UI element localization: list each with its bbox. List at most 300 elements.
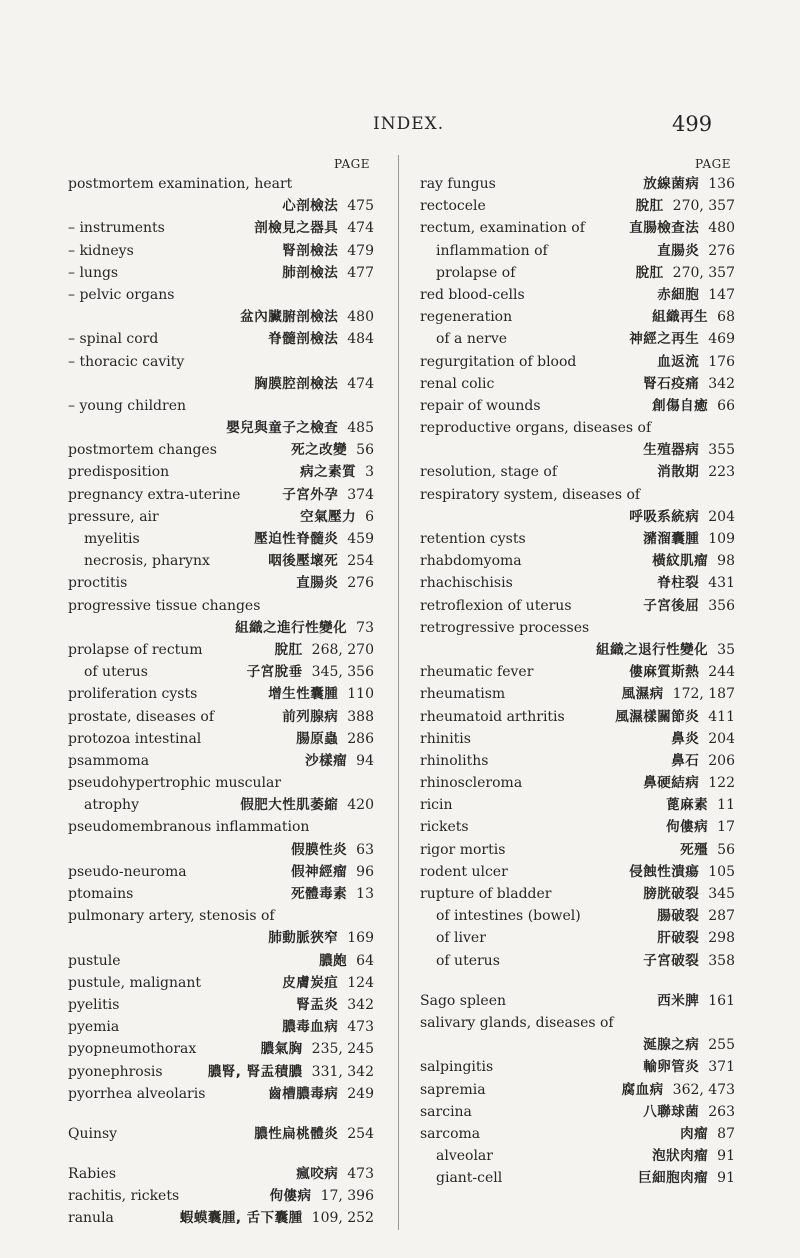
- entry-translation-and-pages: [643, 173, 735, 195]
- entry-page-ref: 484: [347, 331, 374, 348]
- entry-translation-and-pages: [240, 794, 374, 816]
- index-entry: [68, 461, 374, 483]
- entry-japanese-term: 腎石疫痛: [643, 375, 700, 392]
- entry-page-ref: 206: [708, 752, 735, 769]
- entry-translation-and-pages: [615, 706, 735, 728]
- entry-term: sarcina: [420, 1103, 472, 1120]
- entry-page-ref: 17: [717, 819, 735, 836]
- entry-page-ref: 136: [708, 176, 735, 192]
- entry-japanese-term: 瘋咬病: [296, 1166, 339, 1183]
- entry-translation-and-pages: [643, 595, 735, 617]
- entry-page-ref: 298: [708, 930, 735, 947]
- entry-translation-and-pages: [643, 1101, 735, 1123]
- page-number: 499: [672, 112, 713, 136]
- entry-page-ref: 431: [708, 575, 735, 592]
- entry-term: inflammation of: [436, 242, 548, 259]
- entry-translation-and-pages: [268, 1083, 374, 1105]
- entry-translation-and-pages: [680, 839, 735, 861]
- entry-translation-and-pages: [282, 706, 374, 728]
- index-entry: [68, 839, 374, 861]
- entry-japanese-term: 腸原蟲: [296, 730, 339, 747]
- entry-translation-and-pages: [268, 328, 374, 350]
- index-entry: [420, 683, 735, 705]
- entry-japanese-term: 鼻炎: [671, 730, 700, 747]
- entry-page-ref: 105: [708, 863, 735, 880]
- entry-term: proliferation cysts: [68, 686, 198, 703]
- entry-japanese-term: 子宮脫垂: [246, 664, 303, 681]
- entry-japanese-term: 皮膚炭疽: [282, 974, 339, 991]
- entry-page-ref: 3: [365, 464, 374, 481]
- entry-page-ref: 345, 356: [311, 664, 374, 681]
- entry-translation-and-pages: [671, 750, 735, 772]
- entry-translation-and-pages: [300, 506, 374, 528]
- entry-translation-and-pages: [638, 1167, 735, 1189]
- entry-term: respiratory system, diseases of: [420, 486, 641, 503]
- index-entry: [68, 195, 374, 217]
- entry-page-ref: 172, 187: [672, 686, 735, 703]
- entry-translation-and-pages: [282, 240, 374, 262]
- entry-translation-and-pages: [319, 950, 374, 972]
- entry-page-ref: 13: [356, 886, 374, 902]
- index-entry: [420, 1167, 735, 1189]
- index-entry: [420, 240, 735, 262]
- index-entry: [420, 173, 735, 195]
- entry-translation-and-pages: [652, 395, 735, 417]
- entry-page-ref: 473: [347, 1166, 374, 1183]
- index-entry: [68, 728, 374, 750]
- index-entry: [420, 217, 735, 239]
- entry-term: pseudomembranous inflammation: [68, 819, 310, 836]
- header-title: INDEX.: [373, 114, 445, 134]
- entry-term: rodent ulcer: [420, 863, 508, 880]
- entry-term: pseudohypertrophic muscular: [68, 775, 282, 792]
- entry-term: regurgitation of blood: [420, 353, 577, 370]
- entry-term: rhabdomyoma: [420, 553, 522, 570]
- entry-japanese-term: 佝僂病: [269, 1188, 312, 1205]
- entry-translation-and-pages: [636, 195, 735, 217]
- index-entry: [420, 284, 735, 306]
- entry-page-ref: 254: [347, 553, 374, 570]
- entry-term: salivary glands, diseases of: [420, 1014, 614, 1031]
- entry-term: rhinoliths: [420, 752, 489, 769]
- entry-japanese-term: 前列腺病: [282, 708, 339, 725]
- entry-japanese-term: 涎腺之病: [643, 1037, 700, 1054]
- entry-japanese-term: 肝破裂: [657, 930, 700, 947]
- entry-page-ref: 477: [347, 264, 374, 281]
- entry-term: pregnancy extra-uterine: [68, 486, 241, 503]
- entry-term: – spinal cord: [68, 331, 159, 348]
- entry-page-ref: 268, 270: [311, 641, 374, 658]
- entry-page-ref: 479: [347, 242, 374, 259]
- entry-translation-and-pages: [643, 1034, 735, 1056]
- entry-term: rheumatoid arthritis: [420, 708, 565, 725]
- index-entry: [420, 195, 735, 217]
- entry-translation-and-pages: [622, 683, 735, 705]
- entry-term: pustule, malignant: [68, 974, 202, 991]
- entry-page-ref: 270, 357: [672, 264, 735, 281]
- entry-page-ref: 342: [708, 375, 735, 392]
- index-entry: [420, 262, 735, 284]
- entry-japanese-term: 肺剖檢法: [282, 264, 339, 281]
- entry-translation-and-pages: [643, 528, 735, 550]
- entry-translation-and-pages: [254, 217, 374, 239]
- entry-term: pyemia: [68, 1019, 120, 1036]
- entry-page-ref: 358: [708, 952, 735, 969]
- index-entry: [420, 990, 735, 1012]
- entry-page-ref: 63: [356, 841, 374, 858]
- entry-japanese-term: 盆內臟腑剖檢法: [240, 309, 339, 326]
- index-entry: [420, 706, 735, 728]
- entry-japanese-term: 死之改變: [291, 442, 348, 459]
- entry-page-ref: 276: [708, 242, 735, 259]
- index-entry: [68, 883, 374, 905]
- entry-term: pseudo-neuroma: [68, 863, 187, 880]
- index-entry: [68, 750, 374, 772]
- entry-term: rickets: [420, 819, 469, 836]
- entry-translation-and-pages: [275, 639, 374, 661]
- entry-term: progressive tissue changes: [68, 597, 261, 614]
- entry-page-ref: 270, 357: [672, 198, 735, 215]
- entry-term: renal colic: [420, 375, 495, 392]
- column-divider: [398, 155, 399, 1230]
- entry-term: atrophy: [84, 797, 139, 814]
- entry-page-ref: 91: [717, 1170, 735, 1187]
- entry-term: alveolar: [436, 1148, 493, 1165]
- entry-translation-and-pages: [261, 1038, 374, 1060]
- index-entry: [420, 1056, 735, 1078]
- entry-page-ref: 73: [356, 619, 374, 636]
- entry-term: of intestines (bowel): [436, 908, 581, 925]
- entry-term: rhachischisis: [420, 575, 513, 592]
- entry-translation-and-pages: [226, 417, 374, 439]
- index-entry: [68, 639, 374, 661]
- index-entry: [68, 1083, 374, 1105]
- entry-japanese-term: 脊柱裂: [657, 575, 700, 592]
- entry-page-ref: 87: [717, 1125, 735, 1142]
- entry-term: Quinsy: [68, 1125, 118, 1142]
- entry-translation-and-pages: [282, 484, 374, 506]
- entry-page-ref: 485: [347, 420, 374, 437]
- entry-term: ricin: [420, 797, 453, 814]
- entry-page-ref: 94: [356, 752, 374, 769]
- entry-term: protozoa intestinal: [68, 730, 202, 747]
- entry-page-ref: 263: [708, 1103, 735, 1120]
- page-column-label: PAGE: [334, 157, 370, 171]
- entry-term: psammoma: [68, 752, 150, 769]
- entry-term: rigor mortis: [420, 841, 506, 858]
- entry-page-ref: 244: [708, 664, 735, 681]
- entry-term: – kidneys: [68, 242, 134, 259]
- index-entry: [420, 927, 735, 949]
- entry-page-ref: 204: [708, 730, 735, 747]
- entry-japanese-term: 齒槽膿毒病: [268, 1085, 339, 1102]
- index-entry: [68, 439, 374, 461]
- index-entry: [420, 861, 735, 883]
- entry-page-ref: 56: [717, 841, 735, 858]
- entry-japanese-term: 組織再生: [652, 309, 709, 326]
- entry-term: prolapse of rectum: [68, 641, 203, 658]
- entry-term: rectum, examination of: [420, 220, 585, 237]
- entry-page-ref: 161: [708, 992, 735, 1009]
- entry-page-ref: 96: [356, 863, 374, 880]
- entry-translation-and-pages: [636, 262, 735, 284]
- entry-translation-and-pages: [629, 217, 735, 239]
- entry-japanese-term: 風濕病: [621, 686, 664, 703]
- index-entry: [68, 173, 374, 195]
- entry-translation-and-pages: [240, 306, 374, 328]
- index-entry: [68, 617, 374, 639]
- page-column-label: PAGE: [695, 157, 731, 171]
- entry-translation-and-pages: [268, 550, 374, 572]
- index-entry: [68, 772, 374, 794]
- entry-translation-and-pages: [657, 572, 735, 594]
- entry-term: red blood-cells: [420, 286, 525, 303]
- entry-japanese-term: 脊髓剖檢法: [268, 331, 339, 348]
- index-entry: [420, 1079, 735, 1101]
- index-entry: [68, 417, 374, 439]
- entry-term: resolution, stage of: [420, 464, 557, 481]
- index-entry: [420, 484, 735, 506]
- entry-translation-and-pages: [270, 1185, 374, 1207]
- entry-japanese-term: 瀦溜囊腫: [643, 531, 700, 547]
- entry-term: rhinoscleroma: [420, 775, 523, 792]
- entry-japanese-term: 風濕樣關節炎: [615, 708, 700, 725]
- entry-term: pyonephrosis: [68, 1063, 163, 1080]
- entry-term: sarcoma: [420, 1125, 481, 1142]
- entry-term: repair of wounds: [420, 397, 541, 414]
- entry-page-ref: 109, 252: [311, 1210, 374, 1227]
- index-entry: [68, 972, 374, 994]
- entry-page-ref: 35: [717, 641, 735, 658]
- entry-translation-and-pages: [643, 950, 735, 972]
- entry-page-ref: 388: [347, 708, 374, 725]
- entry-term: postmortem changes: [68, 442, 217, 459]
- index-entry: [68, 950, 374, 972]
- entry-japanese-term: 創傷自癒: [652, 397, 709, 414]
- entry-japanese-term: 沙樣瘤: [305, 752, 348, 769]
- entry-translation-and-pages: [180, 1207, 374, 1229]
- index-entry: [420, 728, 735, 750]
- entry-term: pyelitis: [68, 996, 120, 1013]
- entry-japanese-term: 血返流: [657, 353, 700, 370]
- index-entry: [68, 794, 374, 816]
- entry-japanese-term: 膿氣胸: [260, 1041, 303, 1058]
- entry-translation-and-pages: [657, 990, 735, 1012]
- entry-japanese-term: 神經之再生: [629, 331, 700, 348]
- entry-term: postmortem examination, heart: [68, 176, 293, 192]
- entry-japanese-term: 膀胱破裂: [643, 886, 700, 902]
- entry-japanese-term: 腎盂炎: [296, 996, 339, 1013]
- entry-translation-and-pages: [666, 794, 735, 816]
- entry-page-ref: 56: [356, 442, 374, 459]
- index-entry: [68, 328, 374, 350]
- entry-translation-and-pages: [296, 572, 374, 594]
- entry-japanese-term: 腐血病: [621, 1081, 664, 1098]
- entry-japanese-term: 剖檢見之器具: [254, 220, 339, 237]
- entry-translation-and-pages: [305, 750, 374, 772]
- entry-term: ptomains: [68, 886, 134, 902]
- index-entry: [68, 1123, 374, 1145]
- entry-translation-and-pages: [622, 1079, 735, 1101]
- entry-japanese-term: 病之素質: [300, 464, 357, 481]
- index-entry: [420, 750, 735, 772]
- entry-page-ref: 473: [347, 1019, 374, 1036]
- entry-translation-and-pages: [296, 1163, 374, 1185]
- entry-translation-and-pages: [208, 1061, 374, 1083]
- entry-term: giant-cell: [436, 1170, 503, 1187]
- index-entry: [68, 927, 374, 949]
- entry-term: reproductive organs, diseases of: [420, 420, 652, 437]
- entry-page-ref: 469: [708, 331, 735, 348]
- entry-term: of a nerve: [436, 331, 508, 348]
- entry-translation-and-pages: [291, 861, 374, 883]
- entry-japanese-term: 膿性扁桃體炎: [254, 1125, 339, 1142]
- entry-page-ref: 480: [708, 220, 735, 237]
- index-entry: [68, 1038, 374, 1060]
- index-entry: [68, 861, 374, 883]
- entry-term: rheumatism: [420, 686, 506, 703]
- entry-japanese-term: 脫肛: [635, 198, 664, 215]
- entry-term: pustule: [68, 952, 121, 969]
- entry-term: – young children: [68, 397, 187, 414]
- entry-japanese-term: 蓖麻素: [666, 797, 709, 814]
- index-entry: [420, 328, 735, 350]
- entry-japanese-term: 子宮後屈: [643, 597, 700, 614]
- entry-term: ranula: [68, 1210, 114, 1227]
- entry-japanese-term: 侵蝕性潰瘍: [629, 863, 700, 880]
- entry-term: necrosis, pharynx: [84, 553, 210, 570]
- index-entry: [68, 683, 374, 705]
- entry-page-ref: 345: [708, 886, 735, 902]
- index-entry: [420, 883, 735, 905]
- entry-translation-and-pages: [629, 506, 735, 528]
- index-entry: [68, 506, 374, 528]
- entry-term: prolapse of: [436, 264, 516, 281]
- index-entry: [420, 595, 735, 617]
- entry-page-ref: 362, 473: [672, 1081, 735, 1098]
- entry-page-ref: 66: [717, 397, 735, 414]
- entry-term: sapremia: [420, 1081, 486, 1098]
- entry-japanese-term: 巨細胞肉瘤: [638, 1170, 709, 1187]
- entry-page-ref: 374: [347, 486, 374, 503]
- entry-page-ref: 411: [708, 708, 735, 725]
- entry-page-ref: 474: [347, 375, 374, 392]
- index-entry: [420, 1012, 735, 1034]
- entry-japanese-term: 脫肛: [635, 264, 664, 281]
- entry-term: pyopneumothorax: [68, 1041, 197, 1058]
- entry-japanese-term: 組織之進行性變化: [235, 619, 348, 636]
- entry-translation-and-pages: [268, 683, 374, 705]
- entry-translation-and-pages: [254, 528, 374, 550]
- entry-page-ref: 276: [347, 575, 374, 592]
- index-entry: [68, 661, 374, 683]
- entry-japanese-term: 輸卵管炎: [643, 1059, 700, 1076]
- entry-term: – instruments: [68, 220, 165, 237]
- entry-term: of uterus: [84, 664, 148, 681]
- entry-japanese-term: 腸破裂: [657, 908, 700, 925]
- entry-japanese-term: 橫紋肌瘤: [652, 553, 709, 570]
- entry-page-ref: 287: [708, 908, 735, 925]
- entry-page-ref: 176: [708, 353, 735, 370]
- entry-translation-and-pages: [629, 661, 735, 683]
- entry-japanese-term: 肉瘤: [680, 1125, 709, 1142]
- entry-page-ref: 204: [708, 508, 735, 525]
- entry-japanese-term: 心剖檢法: [282, 198, 339, 215]
- entry-translation-and-pages: [652, 306, 735, 328]
- index-entry: [68, 1016, 374, 1038]
- index-entry: [420, 373, 735, 395]
- entry-translation-and-pages: [657, 284, 735, 306]
- entry-term: proctitis: [68, 575, 128, 592]
- entry-japanese-term: 假肥大性肌萎縮: [240, 797, 339, 814]
- index-entry: [420, 772, 735, 794]
- entry-term: pressure, air: [68, 508, 159, 525]
- entry-japanese-term: 膿毒血病: [282, 1019, 339, 1036]
- entry-translation-and-pages: [666, 816, 735, 838]
- entry-translation-and-pages: [643, 373, 735, 395]
- index-entry: [420, 1123, 735, 1145]
- entry-japanese-term: 八聯球菌: [643, 1103, 700, 1120]
- entry-japanese-term: 呼吸系統病: [629, 508, 700, 525]
- entry-japanese-term: 生殖器病: [643, 442, 700, 459]
- index-entry: [68, 1061, 374, 1083]
- entry-term: – thoracic cavity: [68, 353, 185, 370]
- index-entry: [68, 284, 374, 306]
- entry-page-ref: 64: [356, 952, 374, 969]
- entry-translation-and-pages: [291, 839, 374, 861]
- entry-term: rheumatic fever: [420, 664, 534, 681]
- index-entry: [420, 528, 735, 550]
- entry-japanese-term: 脫肛: [274, 641, 303, 658]
- entry-term: pulmonary artery, stenosis of: [68, 908, 275, 925]
- entry-translation-and-pages: [629, 328, 735, 350]
- entry-term: regeneration: [420, 309, 513, 326]
- entry-translation-and-pages: [596, 639, 735, 661]
- index-entry: [68, 306, 374, 328]
- index-entry: [68, 262, 374, 284]
- entry-term: myelitis: [84, 531, 140, 547]
- entry-page-ref: 371: [708, 1059, 735, 1076]
- entry-japanese-term: 直腸炎: [657, 242, 700, 259]
- entry-japanese-term: 子宮破裂: [643, 952, 700, 969]
- entry-page-ref: 169: [347, 930, 374, 947]
- entry-term: predisposition: [68, 464, 170, 481]
- entry-japanese-term: 佝僂病: [666, 819, 709, 836]
- entry-page-ref: 255: [708, 1037, 735, 1054]
- entry-term: retention cysts: [420, 531, 526, 547]
- entry-japanese-term: 僂麻質斯熱: [629, 664, 700, 681]
- entry-page-ref: 356: [708, 597, 735, 614]
- entry-japanese-term: 消散期: [657, 464, 700, 481]
- index-entry: [68, 572, 374, 594]
- entry-term: of uterus: [436, 952, 500, 969]
- entry-page-ref: 124: [347, 974, 374, 991]
- entry-japanese-term: 假神經瘤: [291, 863, 348, 880]
- index-entry: [420, 839, 735, 861]
- index-entry: [68, 484, 374, 506]
- entry-page-ref: 109: [708, 531, 735, 547]
- entry-translation-and-pages: [657, 927, 735, 949]
- index-entry: [68, 994, 374, 1016]
- entry-japanese-term: 假膜性炎: [291, 841, 348, 858]
- index-entry: [420, 461, 735, 483]
- entry-term: of liver: [436, 930, 486, 947]
- entry-japanese-term: 直腸檢查法: [629, 220, 700, 237]
- entry-page-ref: 235, 245: [311, 1041, 374, 1058]
- index-entry: [420, 1101, 735, 1123]
- entry-term: rhinitis: [420, 730, 471, 747]
- entry-term: retrogressive processes: [420, 619, 590, 636]
